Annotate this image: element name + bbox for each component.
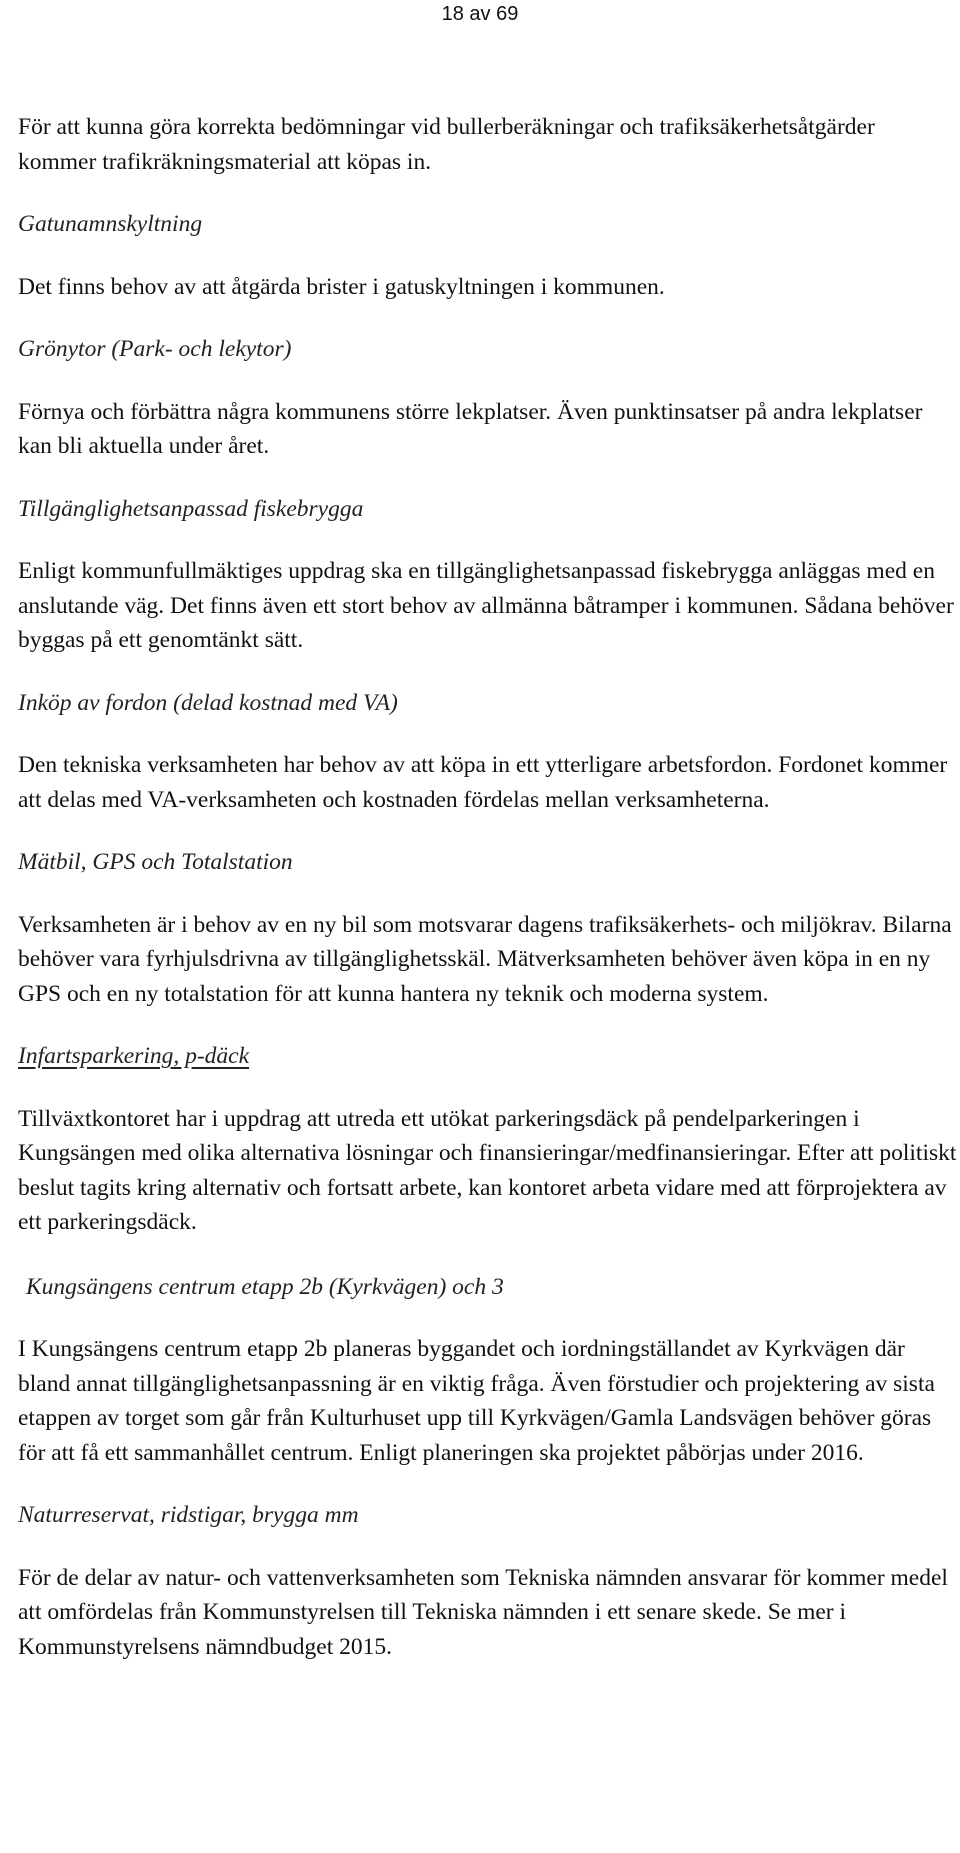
- heading-gronytor: Grönytor (Park- och lekytor): [18, 336, 292, 362]
- paragraph-fiskebrygga: Enligt kommunfullmäktiges uppdrag ska en tillgänglighetsanpassad fiskebrygga anläggas med en anslutande väg. Det finns även ett stort behov av allmänna båtramper i kommunen. Sådana behöver byggas på ett genomtänkt sätt.: [18, 558, 954, 653]
- heading-matbil: Mätbil, GPS och Totalstation: [18, 849, 293, 875]
- paragraph-matbil: Verksamheten är i behov av en ny bil som motsvarar dagens trafiksäkerhets- och miljökrav. Bilarna behöver vara fyrhjulsdrivna av tillgänglighetsskäl. Mätverksamheten behöver även köpa in en ny GPS och en ny totalstation för att kunna hantera ny teknik och moderna system.: [18, 911, 952, 1007]
- paragraph-naturreservat: För de delar av natur- och vattenverksamheten som Tekniska nämnden ansvarar för kommer medel att omfördelas från Kommunstyrelsen till Tekniska nämnden i ett senare skede. Se mer i Kommunstyrelsens nämndbudget 2015.: [18, 1564, 948, 1660]
- paragraph-gronytor: Förnya och förbättra några kommunens större lekplatser. Även punktinsatser på andra lekplatser kan bli aktuella under året.: [18, 398, 923, 459]
- heading-inkop-fordon: Inköp av fordon (delad kostnad med VA): [18, 689, 398, 716]
- heading-naturreservat: Naturreservat, ridstigar, brygga mm: [18, 1502, 359, 1528]
- paragraph-infartsparkering: Tillväxtkontoret har i uppdrag att utreda ett utökat parkeringsdäck på pendelparkeringen i Kungsängen med olika alternativa lösningar och finansieringar/medfinansieringar. Efter att politiskt beslut tagits kring alternativ och fortsatt arbete, kan kontoret arbeta vidare med att förprojektera av ett parkeringsdäck.: [18, 1105, 957, 1235]
- intro-paragraph: För att kunna göra korrekta bedömningar vid bullerberäkningar och trafiksäkerhetsåtgärder kommer trafikräkningsmaterial att köpas in.: [18, 114, 875, 175]
- heading-fiskebrygga: Tillgänglighetsanpassad fiskebrygga: [18, 495, 364, 522]
- document-body: [18, 110, 958, 1664]
- heading-infartsparkering: Infartsparkering, p-däck: [18, 1043, 250, 1069]
- heading-kungsangens-centrum: Kungsängens centrum etapp 2b (Kyrkvägen) och 3: [26, 1273, 504, 1300]
- page-number: 18 av 69: [441, 3, 519, 25]
- paragraph-gatunamnskyltning: Det finns behov av att åtgärda brister i gatuskyltningen i kommunen.: [18, 273, 665, 300]
- paragraph-kungsangens-centrum: I Kungsängens centrum etapp 2b planeras byggandet och iordningställandet av Kyrkvägen där bland annat tillgänglighetsanpassning är en viktig fråga. Även förstudier och projektering av sista etappen av torget som går från Kulturhuset upp till Kyrkvägen/Gamla Landsvägen behöver göras för att få ett sammanhållet centrum. Enligt planeringen ska projektet påbörjas under 2016.: [18, 1336, 935, 1466]
- heading-gatunamnskyltning: Gatunamnskyltning: [18, 211, 203, 237]
- paragraph-inkop-fordon: Den tekniska verksamheten har behov av att köpa in ett ytterligare arbetsfordon. Fordonet kommer att delas med VA-verksamheten och kostnaden fördelas mellan verksamheterna.: [18, 752, 948, 813]
